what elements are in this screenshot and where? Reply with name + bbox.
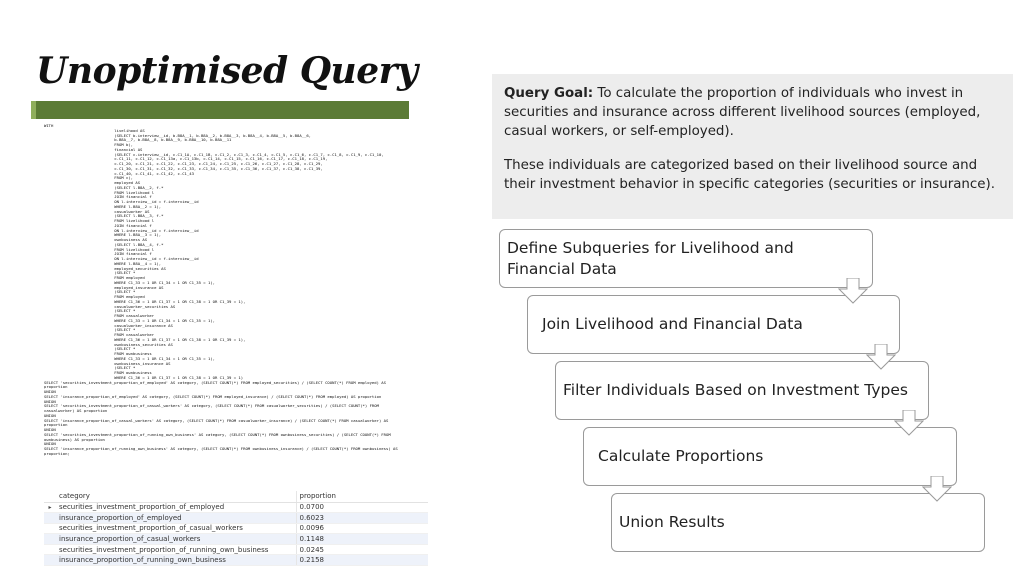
row-indicator xyxy=(44,544,56,555)
sql-line: UNION xyxy=(44,412,56,418)
row-indicator xyxy=(44,555,56,566)
query-goal-text: To calculate the proportion of individuals who invest in securities and insurance across different livelihood sources (employed, casual workers, or self-employed). xyxy=(504,86,981,140)
sql-line: financial AS xyxy=(44,146,143,152)
sql-line: employed_securities AS xyxy=(44,265,166,271)
sql-line: FROM casualworker xyxy=(44,313,155,318)
table-row[interactable] xyxy=(44,502,428,513)
sql-line: c.C1_20, c.C1_21, c.C1_22, c.C1_23, c.C1_24, c.C1_25, c.C1_26, c.C1_27, c.C1_28, c.C1_29, xyxy=(44,161,323,166)
sql-line: WHERE C1_36 = 1 OR C1_37 = 1 OR C1_38 = 1 OR C1_39 = 1), xyxy=(44,298,246,304)
table-row[interactable] xyxy=(44,534,428,545)
sql-line: FROM employed xyxy=(44,275,145,280)
sql-line: UNION xyxy=(44,427,56,432)
sql-line: ownbusiness_insurance AS xyxy=(44,360,171,366)
down-arrow-icon xyxy=(894,410,924,436)
sql-line: FROM livelihood l xyxy=(44,218,155,223)
sql-line: ON l.interview__id = f.interview__id xyxy=(44,199,199,204)
sql-line: (SELECT * xyxy=(44,270,136,276)
sql-line: WHERE C1_33 = 1 OR C1_34 = 1 OR C1_35 = 1), xyxy=(44,355,215,361)
sql-line: JOIN financial f xyxy=(44,194,152,200)
current-row-icon: ▸ xyxy=(44,502,56,513)
sql-line: WHERE l.B8A__3 = 1), xyxy=(44,232,162,238)
sql-line: casualworker_insurance AS xyxy=(44,322,173,328)
sql-line: (SELECT l.B8A__3, f.* xyxy=(44,213,164,219)
sql-line: (SELECT c.interview__id, c.C1_1A, c.C1_1B, c.C1_2, c.C1_3, c.C1_4, c.C1_5, c.C1_6, c.C1_7, c.C1_8, c.C1_9, c.C1_10, xyxy=(44,151,384,157)
sql-line: employed AS xyxy=(44,180,141,185)
cell-proportion[interactable]: 0.0096 xyxy=(296,523,428,534)
table-row[interactable] xyxy=(44,544,428,555)
down-arrow-icon xyxy=(838,278,868,304)
step-label: Union Results xyxy=(619,513,725,531)
sql-line: SELECT 'securities_investment_proportion_of_employed' AS category, (SELECT COUNT(*) FROM employed_securities) / (SELECT COUNT(*) FROM employed) AS xyxy=(44,379,386,385)
sql-line: FROM ownbusiness xyxy=(44,351,152,356)
sql-line: c.C1_11, c.C1_12, c.C1_13a, c.C1_13b, c.C1_14, c.C1_15, c.C1_16, c.C1_17, c.C1_18, c.C1_19, xyxy=(44,156,328,162)
sql-line: (SELECT b.interview__id, b.B8A__1, b.B8A__2, b.B8A__3, b.B8A__4, b.B8A__5, b.B8A__6, xyxy=(44,132,312,138)
sql-line: SELECT 'insurance_proportion_of_casual_workers' AS category, (SELECT COUNT(*) FROM casualworker_insurance) / (SELECT COUNT(*) FROM casualworker) AS xyxy=(44,417,389,423)
sql-line: livelihood AS xyxy=(44,127,145,133)
row-indicator xyxy=(44,513,56,524)
sql-line: WHERE C1_33 = 1 OR C1_34 = 1 OR C1_35 = 1), xyxy=(44,317,215,323)
sql-line: FROM employed xyxy=(44,294,145,299)
sql-line: casualworker) AS proportion xyxy=(44,408,108,413)
query-goal-box xyxy=(492,74,1013,219)
down-arrow-icon xyxy=(922,476,952,502)
sql-line: (SELECT * xyxy=(44,327,136,333)
sql-line: employed_insurance AS xyxy=(44,284,164,290)
cell-proportion[interactable]: 0.2158 xyxy=(296,555,428,566)
down-arrow-icon xyxy=(866,344,896,370)
sql-line: proportion; xyxy=(44,450,70,456)
sql-line: (SELECT * xyxy=(44,365,136,371)
sql-line: (SELECT * xyxy=(44,308,136,314)
sql-line: WHERE C1_33 = 1 OR C1_34 = 1 OR C1_35 = 1), xyxy=(44,279,215,285)
step-label: Join Livelihood and Financial Data xyxy=(542,315,803,333)
sql-line: JOIN financial f xyxy=(44,222,152,228)
title-accent-bar xyxy=(36,101,409,119)
sql-line: SELECT 'securities_investment_proportion_of_running_own_business' AS category, (SELECT COUNT(*) FROM ownbusiness_securities) / (SELECT COUNT(*) FROM xyxy=(44,431,391,437)
row-indicator xyxy=(44,523,56,534)
sql-query-text xyxy=(44,124,444,489)
sql-line: WHERE l.B8A__4 = 1), xyxy=(44,260,162,266)
sql-line: SELECT 'insurance_proportion_of_running_own_business' AS category, (SELECT COUNT(*) FROM ownbusiness_insurance) / (SELECT COUNT(*) FROM ownbusiness) AS xyxy=(44,446,398,451)
sql-line: FROM b), xyxy=(44,142,134,147)
sql-line: (SELECT * xyxy=(44,289,136,295)
step-label: Define Subqueries for Livelihood and Financial Data xyxy=(507,238,794,278)
query-goal-detail: These individuals are categorized based on their livelihood source and their investment behavior in specific categories (securities or insurance). xyxy=(504,157,995,192)
sql-line: WHERE l.B8A__2 = 1), xyxy=(44,203,162,209)
sql-line: WITH xyxy=(44,124,54,128)
cell-proportion[interactable]: 0.0245 xyxy=(296,544,428,555)
step-define-subqueries xyxy=(499,229,873,288)
step-label: Calculate Proportions xyxy=(598,447,764,465)
sql-line: c.C1_40, c.C1_41, c.C1_42, c.C1_43 xyxy=(44,170,194,176)
table-row[interactable] xyxy=(44,555,428,566)
sql-line: (SELECT l.B8A__2, f.* xyxy=(44,184,164,190)
table-row[interactable] xyxy=(44,513,428,524)
sql-line: FROM ownbusiness xyxy=(44,370,152,375)
sql-line: ON l.interview__id = f.interview__id xyxy=(44,227,199,233)
sql-line: (SELECT * xyxy=(44,346,136,352)
cell-category[interactable]: insurance_proportion_of_running_own_business xyxy=(56,555,296,566)
results-grid xyxy=(44,491,428,566)
sql-line: FROM casualworker xyxy=(44,332,155,337)
sql-line: c.C1_30, c.C1_31, c.C1_32, c.C1_33, c.C1_34, c.C1_35, c.C1_36, c.C1_37, c.C1_38, c.C1_39, xyxy=(44,165,323,171)
sql-line: FROM livelihood l xyxy=(44,189,155,195)
column-header-proportion[interactable]: proportion xyxy=(296,491,428,502)
cell-category[interactable]: securities_investment_proportion_of_running_own_business xyxy=(56,544,296,555)
sql-line: UNION xyxy=(44,441,56,447)
sql-line: FROM c), xyxy=(44,175,134,181)
sql-line: b.B8A__7, b.B8A__8, b.B8A__9, b.B8A__10, b.B8A__11 xyxy=(44,137,232,143)
cell-category[interactable]: insurance_proportion_of_casual_workers xyxy=(56,534,296,545)
sql-line: UNION xyxy=(44,389,56,394)
row-indicator-header xyxy=(44,491,56,502)
sql-line: casualworker AS xyxy=(44,208,150,214)
page-title: Unoptimised Query xyxy=(36,50,418,92)
cell-proportion[interactable]: 0.1148 xyxy=(296,534,428,545)
cell-proportion[interactable]: 0.6023 xyxy=(296,513,428,524)
cell-category[interactable]: securities_investment_proportion_of_employed xyxy=(56,502,296,513)
sql-line: JOIN financial f xyxy=(44,251,152,257)
sql-line: FROM livelihood l xyxy=(44,246,155,252)
query-goal-label: Query Goal: xyxy=(504,86,594,101)
sql-line: WHERE C1_36 = 1 OR C1_37 = 1 OR C1_38 = 1 OR C1_39 = 1), xyxy=(44,336,246,342)
results-header-row xyxy=(44,491,428,502)
sql-line: ownbusiness AS xyxy=(44,237,148,242)
table-row[interactable] xyxy=(44,523,428,534)
sql-line: casualworker_securities AS xyxy=(44,303,176,309)
cell-category[interactable]: insurance_proportion_of_employed xyxy=(56,513,296,524)
sql-line: proportion xyxy=(44,384,68,390)
sql-line: WHERE C1_36 = 1 OR C1_37 = 1 OR C1_38 = 1 OR C1_39 = 1) xyxy=(44,374,244,380)
sql-line: SELECT 'securities_investment_proportion_of_casual_workers' AS category, (SELECT COUNT(*) FROM casualworker_securities) / (SELECT COUNT(*) FROM xyxy=(44,403,379,409)
step-label: Filter Individuals Based on Investment Types xyxy=(563,381,908,399)
cell-category[interactable]: securities_investment_proportion_of_casual_workers xyxy=(56,523,296,534)
sql-line: (SELECT l.B8A__4, f.* xyxy=(44,241,164,247)
sql-line: ownbusiness_securities AS xyxy=(44,341,173,347)
sql-line: ON l.interview__id = f.interview__id xyxy=(44,256,199,261)
query-goal-paragraph xyxy=(504,84,1001,142)
column-header-category[interactable]: category xyxy=(56,491,296,502)
row-indicator xyxy=(44,534,56,545)
sql-line: proportion xyxy=(44,422,68,428)
sql-line: ownbusiness) AS proportion xyxy=(44,436,105,442)
sql-line: SELECT 'insurance_proportion_of_employed' AS category, (SELECT COUNT(*) FROM employed_insurance) / (SELECT COUNT(*) FROM employed) AS proportion xyxy=(44,393,382,399)
cell-proportion[interactable]: 0.0700 xyxy=(296,502,428,513)
sql-line: UNION xyxy=(44,398,56,404)
